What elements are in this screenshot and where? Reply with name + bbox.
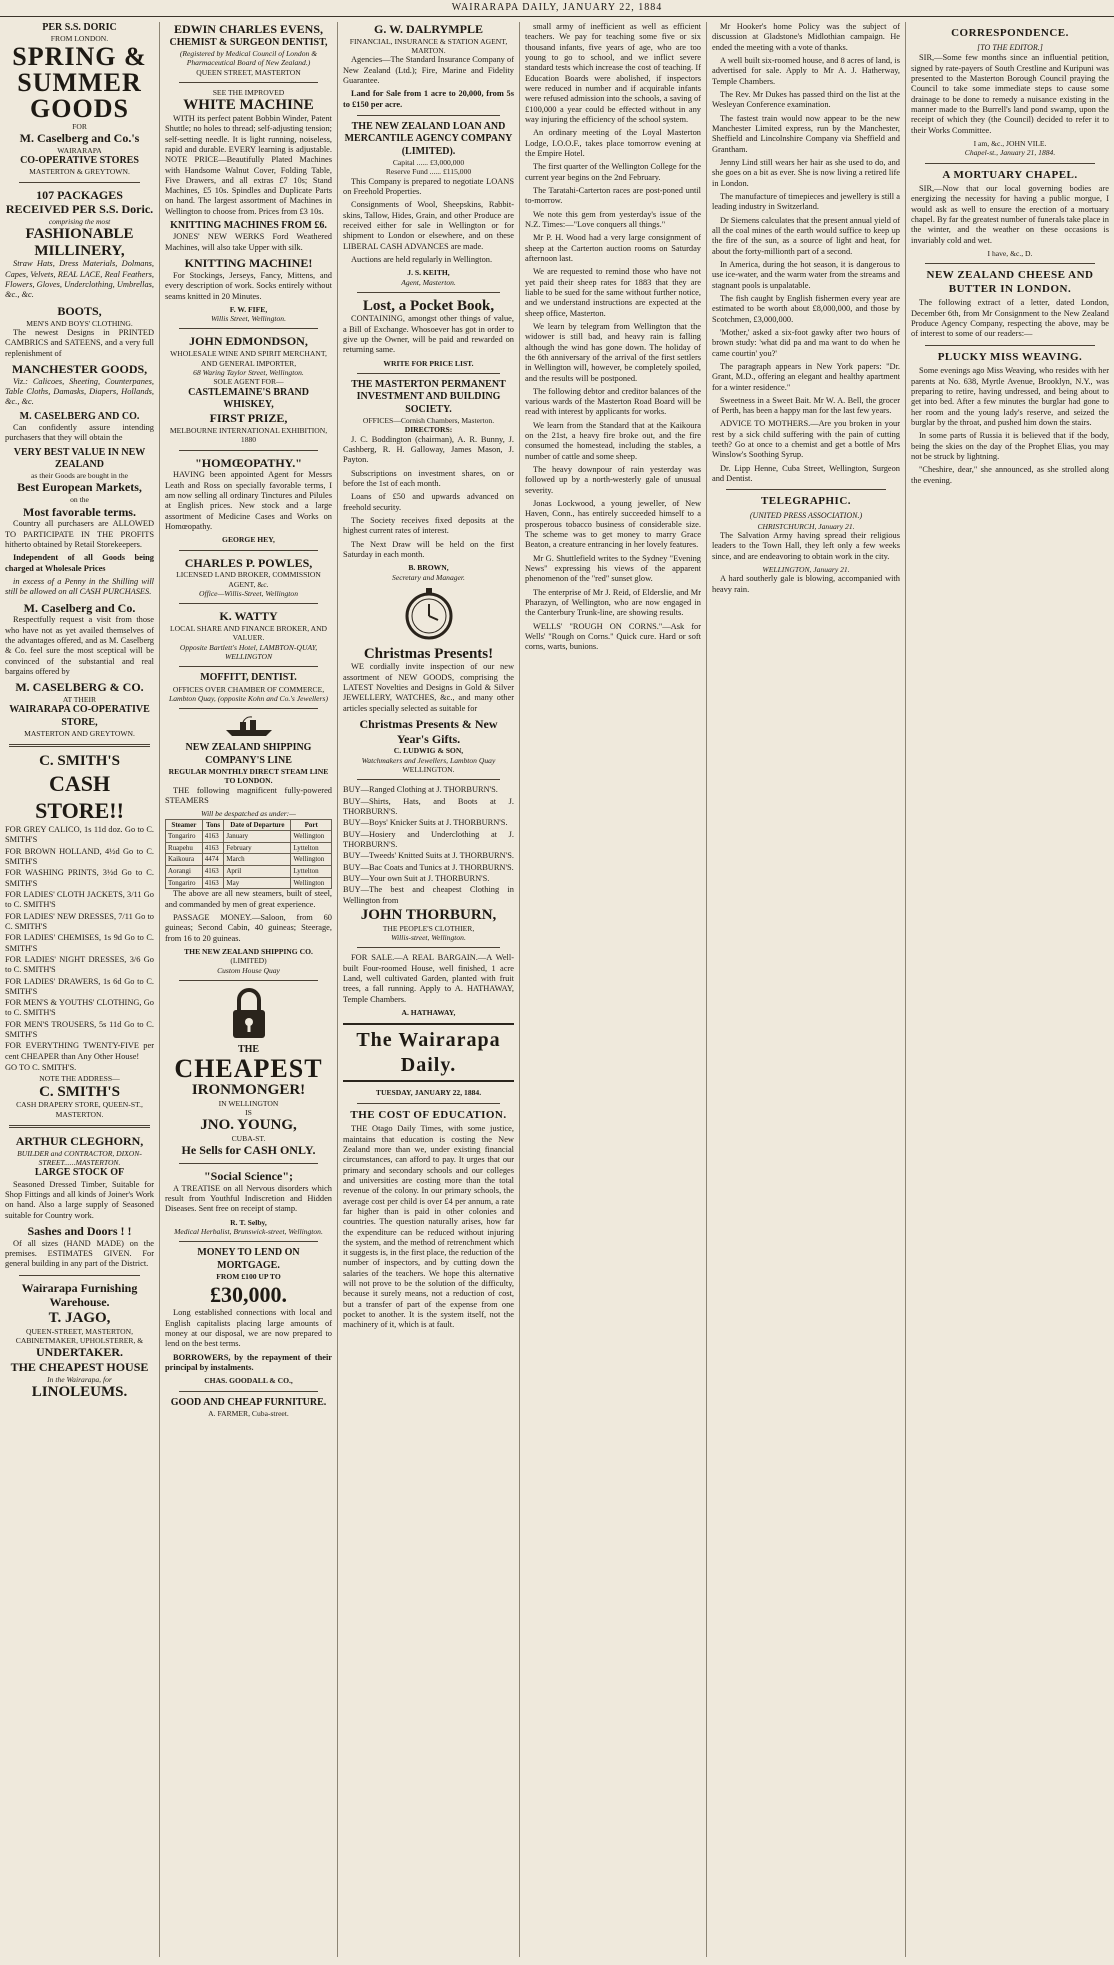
cash-only: He Sells for CASH ONLY. [181,1143,316,1158]
summer-heading: SUMMER [17,67,142,97]
coop-stores: CO-OPERATIVE STORES [20,155,139,167]
fife-name: F. W. FIFE, [229,304,268,314]
news-para-8: In America, during the hot season, it is dangerous to use ice-water, and the warm water from the streams and stagnant pools is unpalatable. [712,259,900,290]
table-cell: May [224,877,291,889]
table-header-cell: Port [291,819,332,831]
news-para-6: Mr P. H. Wood had a very large consignment of sheep at the Carterton auction rooms on Saturday afternoon last. [525,233,701,263]
goods-bought: as their Goods are bought in the [30,471,128,481]
exhibition-line: MELBOURNE INTERNATIONAL EXHIBITION, 1880 [169,425,328,445]
table-cell: January [224,831,291,843]
stores-line-2: MASTERTON AND GREYTOWN. [24,728,135,738]
moffitt-address: Lambton Quay, (opposite Kohn and Co.'s Jewellers) [169,694,328,704]
column-3 [338,22,520,1957]
money-text: Long established connections with local and English capitalists placing large amounts of money at our disposal, we are now prepared to lend on the best terms. [165,1308,332,1349]
news-para-2: An ordinary meeting of the Loyal Masterton Lodge, I.O.O.F., takes place tomorrow evening at the Empire Hotel. [525,128,701,158]
selby-name: R. T. Selby, [230,1217,267,1227]
divider [357,779,500,780]
write-price-list: WRITE FOR PRICE LIST. [383,358,474,368]
wellington-label: WELLINGTON. [402,765,455,775]
confidently-text: Can confidently assure intending purchasers that they will obtain the [5,422,154,443]
news-para-6: The manufacture of timepieces and jewellery is still a leading industry in Switzerland. [712,191,900,212]
divider [925,263,1095,264]
table-cell: Tongariro [166,831,203,843]
news-para-9: The fish caught by English fishermen every year are estimated to be worth about £8,000,000, and those by Scotchmen, £3,000,000. [712,293,900,324]
news-para-5: Jenny Lind still wears her hair as she used to do, and she goes on a bit as ever. She is now living a retired life in London. [712,157,900,188]
boots-heading: BOOTS, [57,303,102,318]
christmas-text: WE cordially invite inspection of our new assortment of NEW GOODS, comprising the LATEST Novelties and Designs in Gold & Silver JEWELLERY, WATCHES, &c., and many other articles specially selected as suitable for [343,662,514,713]
letter-place: Chapel-st., January 21, 1884. [964,148,1056,158]
white-text: WITH its perfect patent Bobbin Winder, Patent Shuttle; no holes to thread; self-adjusting tension; self-setting needle. It is light running, noiseless, rapid and durable. EVERY learning is adjustable. NOTE PRICE—Beautifully Plated Machines with Handsome Walnut Cover, Folding Table, Five Drawers, and all extras £7 10s; Stand Machines, £5 10s. Spindles and Duplicate Parts on hand. The largest assortment of Machines in Wellington to choose from. Prices from £3 10s. [165,113,332,216]
sole-agent: SOLE AGENT FOR— [213,377,284,387]
news-para-3: The Rev. Mr Dukes has passed third on the list at the Wesleyan Conference examination. [712,89,900,110]
first-prize: FIRST PRIZE, [209,411,288,426]
watch-icon [401,586,457,642]
price-list-item: FOR LADIES' CHEMISES, 1s 9d Go to C. SMITH'S [5,933,154,953]
ship-from: FROM LONDON. [50,34,109,44]
wells-ad: WELLS' "ROUGH ON CORNS."—Ask for Wells' "Rough on Corns." Quick cure. Hard or soft corns, warts, bunions. [525,621,701,652]
white-machine: WHITE MACHINE [183,97,314,114]
edmondson-line: WHOLESALE WINE AND SPIRIT MERCHANT, AND GENERAL IMPORTER, [170,349,327,368]
prints-text: The newest Designs in PRINTED CAMBRICS and SATEENS, and a very full replenishment of [5,327,154,358]
ship-heading: PER S.S. DORIC [42,22,117,33]
directors-label: DIRECTORS: [404,425,453,435]
masterton-perm: THE MASTERTON PERMANENT INVESTMENT AND BUILDING SOCIETY. [351,379,506,415]
smith-price-list [5,825,154,1074]
table-cell: Lyttelton [291,866,332,878]
table-cell: 4163 [202,831,224,843]
stockings-text: For Stockings, Jerseys, Fancy, Mittens, and every description of work. Socks entirely without seams knitted in 20 Minutes. [165,270,332,301]
subscriptions-text: Subscriptions on investment shares, on or before the 1st of each month. [343,468,514,488]
powles-address: Office—Willis-Street, Wellington [199,589,298,598]
social-text: A TREATISE on all Nervous disorders which result from Youthful Indiscretion and Hidden Diseases. Sent free on receipt of stamp. [165,1183,332,1214]
price-list-item: FOR MEN'S TROUSERS, 5s 11d Go to C. SMITH'S [5,1019,154,1040]
letter-2: SIR,—Now that our local governing bodies are energizing the necessity for having a public morgue, I would ask as well to ensure the erection of a mortuary chapel. By far the greatest number of funerals take place in the winter, and the weather on these occasions is invariably cold and wet. [911,184,1109,245]
table-cell: Ruapehu [166,842,203,854]
price-list-item: FOR EVERYTHING TWENTY-FIVE per cent CHEAPER than Any Other House! [5,1041,154,1061]
sashes-heading: Sashes and Doors ! ! [27,1223,132,1238]
evens-name: EDWIN CHARLES EVENS, [173,22,324,36]
cash-store-heading: CASH STORE!! [35,770,124,823]
millinery-detail: Straw Hats, Dress Materials, Dolmans, Capes, Velvets, REAL LACE, Real Feathers, Flowers, Gloves, Underclothing, Umbrellas, &c., &c. [5,259,154,300]
advice-mothers: ADVICE TO MOTHERS.—Are you broken in your rest by a sick child suffering with the pain of cutting teeth? Go at once to a chemist and get a bottle of Mrs Winslow's Soothing Syrup. [712,419,900,460]
reserve-line: Reserve Fund ...... £115,000 [385,167,472,177]
customs-address: Custom House Quay [217,965,280,975]
buy-list-item: BUY—Tweeds' Knitted Suits at J. THORBURN'S. [343,851,514,861]
divider [179,450,318,451]
cheese-heading: NEW ZEALAND CHEESE AND BUTTER IN LONDON. [926,269,1094,295]
wairarapa-label: WAIRARAPA [57,145,102,155]
thorburn-name: JOHN THORBURN, [360,907,497,924]
column-6 [906,22,1114,1957]
ludwig-name: C. LUDWIG & SON, [393,746,464,756]
paper-banner [343,1023,514,1082]
price-list-item: FOR LADIES' DRAWERS, 1s 6d Go to C. SMITH'S [5,976,154,996]
news-para-10: 'Mother,' asked a six-foot gawky after two hours of brown study: 'what did pa and ma want to do when he came courtin' you?' [712,327,900,358]
cheese-text: The following extract of a letter, dated London, December 6th, from Mr Consignment to the New Zealand Produce Agency Company, respecting the above, may be of interest to some of our readers:— [911,298,1109,339]
good-cheap: GOOD AND CHEAP FURNITURE. [170,1396,327,1408]
spring-heading: SPRING & [12,41,147,71]
jago-name: T. JAGO, [48,1310,111,1327]
evens-sub: (Registered by Medical Council of London & Pharmaceutical Board of New Zealand.) [179,49,318,68]
dalrymple-name: G. W. DALRYMPLE [374,22,483,36]
millinery-heading: MILLINERY, [34,242,125,259]
ironmonger-heading: IRONMONGER! [191,1082,306,1099]
edmondson-name: JOHN EDMONDSON, [189,334,308,349]
divider [179,980,318,981]
table-row [166,866,332,878]
drapery-line: CASH DRAPERY STORE, QUEEN-ST., MASTERTON. [16,1100,143,1119]
issue-date: TUESDAY, JANUARY 22, 1884. [375,1088,482,1098]
caselberg-4: M. CASELBERG & CO. [15,680,144,695]
paper-title: The Wairarapa Daily. [356,1029,501,1076]
above-text: The above are all new steamers, built of steel, and commanded by men of great experience. [165,889,332,909]
lost-heading: Lost, a Pocket Book, [362,297,495,314]
education-heading: THE COST OF EDUCATION. [350,1108,507,1121]
table-cell: Kaikoura [166,854,203,866]
buy-list-item: BUY—Boys' Knicker Suits at J. THORBURN'S. [343,818,508,828]
divider [357,115,500,116]
table-cell: Wellington [291,854,332,866]
to-editor: [TO THE EDITOR.] [977,42,1043,52]
divider [179,708,318,709]
table-row [166,842,332,854]
letter-signature: I am, &c., JOHN VILE. [973,138,1047,148]
divider [179,1391,318,1392]
evens-address: QUEEN STREET, MASTERTON [196,67,301,77]
united-press: (UNITED PRESS ASSOCIATION.) [749,510,863,520]
lost-text: CONTAINING, amongst other things of value, a Bill of Exchange. Whosoever has got in order to give up the Owner, will be paid and rewarded on returning same. [343,314,514,355]
consignments-text: Consignments of Wool, Sheepskins, Rabbit-skins, Tallow, Hides, Grain, and other Produce are received either for sale in Wellington or for shipment to London or elsewhere, and on these LIBERAL CASH ADVANCES are made. [343,200,514,251]
timber-text: Seasoned Dressed Timber, Suitable for Shop Fittings and all kinds of Joiner's Work on hand. Also a large supply of Seasoned suitable for Country work. [5,1179,154,1220]
fife-address: Willis Street, Wellington. [211,314,286,324]
column-2 [160,22,338,1957]
news-para-9: The following debtor and creditor balances of the various wards of the Masterton Road Board will be read with interest by applicants for works. [525,386,701,417]
sashes-detail: Of all sizes (HAND MADE) on the premises. ESTIMATES GIVEN. For general building in any part of the District. [5,1238,154,1269]
castle-whiskey: CASTLEMAINE'S BRAND WHISKEY, [188,386,309,410]
table-cell: April [224,866,291,878]
smith-title: C. SMITH'S [39,753,120,770]
table-cell: 4163 [202,877,224,889]
news-para-3: The first quarter of the Wellington College for the current year begins on the 2nd February. [525,162,701,182]
auctions-text: Auctions are held regularly in Wellington. [351,254,493,264]
in-wairarapa: In the Wairarapa, for [47,1374,112,1384]
news-para-12: Jonas Lockwood, a young jeweller, of New Haven, Conn., has entirely succeeded himself to a prosperous tobacco business of considerable size. The scheme was to get money to marry Grace Beaton, a creature entrancing in her lovely features. [525,499,701,550]
column-4 [520,22,707,1957]
thirty-thousand: £30,000. [210,1282,287,1308]
divider [9,1125,150,1128]
the-label: THE [237,1043,260,1055]
large-stock: LARGE STOCK OF [34,1167,125,1179]
news-para-8: We learn by telegram from Wellington that the widower is still bad, and heavy rain is falling although the wind has gone down. The holiday of the 6th anniversary of the arrival of the first settlers in Wellington will, however, be completely spoiled, and the results will be postponed. [525,321,701,383]
table-row [166,854,332,866]
table-cell: 4163 [202,866,224,878]
news-para-1: Mr Hooker's home Policy was the subject of discussion at Gladstone's Midlothian campaign. He ended the meeting with a vote of thanks. [712,22,900,52]
news-para-4: The Taratahi-Carterton races are post-poned until to-morrow. [525,185,701,206]
manchester-detail: Viz.: Calicoes, Sheeting, Counterpanes, Table Cloths, Damasks, Diapers, Hollands, &c., &c. [5,376,154,407]
dalrymple-line: FINANCIAL, INSURANCE & STATION AGENT, MARTON. [349,36,508,56]
nz-shipping-heading: NEW ZEALAND SHIPPING COMPANY'S LINE [185,742,312,766]
divider [726,489,886,490]
table-cell: Lyttelton [291,842,332,854]
directors-text: J. C. Boddington (chairman), A. R. Bunny, J. Cashberg, R. H. Galloway, James Mason, J. Payton. [343,434,514,465]
buy-list-item: BUY—Shirts, Hats, and Boots at J. THORBURN'S. [343,796,514,817]
knitting-from: KNITTING MACHINES FROM £6. [170,220,327,232]
price-list-item: FOR LADIES' CLOTH JACKETS, 3/11 Go to C. SMITH'S [5,889,154,910]
caselberg-2: M. CASELBERG AND CO. [19,410,140,422]
very-best-value: VERY BEST VALUE IN NEW ZEALAND [13,446,146,470]
stores-line: WAIRARAPA CO-OPERATIVE STORE, [9,704,150,728]
moffitt-name: MOFFITT, DENTIST. [200,672,297,684]
from-100: FROM £100 UP TO [216,1271,281,1281]
goods-heading: GOODS [30,93,129,123]
cleghorn-line: BUILDER and CONTRACTOR, DIXON-STREET......MASTERTON. [17,1148,142,1168]
most-favorable: Most favorable terms. [23,504,136,519]
sailing-table [165,819,332,890]
next-draw-text: The Next Draw will be held on the first Saturday in each month. [343,539,514,559]
packages-heading: 107 PACKAGES RECEIVED PER S.S. Doric. [5,187,154,217]
weaving-heading: PLUCKY MISS WEAVING. [937,350,1083,363]
young-name: JNO. YOUNG, [200,1117,297,1134]
news-para-7: Dr Siemens calculates that the present annual yield of all the coal mines of the earth would suffice to keep up the fire of the sun, as a source of light and heat, for about the forty-millionth part of a second. [712,215,901,256]
divider [357,292,500,293]
edmondson-address: 68 Waring Taylor Street, Wellington. [193,367,304,377]
comprising-text: comprising the most [48,217,111,227]
social-science: "Social Science"; [204,1168,293,1183]
masthead: WAIRARAPA DAILY, JANUARY 22, 1884 [0,0,1114,17]
watty-line: LOCAL SHARE AND FINANCE BROKER, AND VALUER. [169,624,328,643]
cheshire-text: "Cheshire, dear," she announced, as she strolled along the evening. [911,465,1109,485]
cleghorn-name: ARTHUR CLEGHORN, [15,1133,144,1148]
jago-address: QUEEN-STREET, MASTERTON, [25,1326,134,1336]
brown-name: B. BROWN, [408,563,449,573]
on-the: on the [70,495,89,505]
company-text: This Company is prepared to negotiate LOANS on Freehold Properties. [343,176,514,196]
loans-text: Loans of £50 and upwards advanced on freehold security. [343,492,514,512]
purchases-text: Country all purchasers are ALLOWED TO PARTICIPATE IN THE PROFITS hitherto obtained by Retail Storekeepers. [5,519,154,549]
capital-line: Capital ...... £3,000,000 [392,157,465,167]
news-para-10: We learn from the Standard that at the Kaikoura on the 21st, a heavy fire broke out, and the fire consumed the homestead, including the stables, a number of cattle and some sheep. [525,420,701,461]
education-article: THE Otago Daily Times, with some justice, maintains that education is costing the New Zealand more than we, under existing financial circumstances, can afford to pay. It urges that our primary and secondary schools and our colleges and universities are costing more than the total revenue of the colony. In our primary schools, the average cost per child is over £4 per annum, a rate far higher than is paid in other colonies and countries. The question naturally arises, how far the expenditure can be reduced without injuring the system, and the method of retrenchment which it suggests is, in the first place, the reduction of the number of inspectors, and by cutting down the salaries of the teachers. We hope this alternative will not prove to be the solution of the difficulty, because it surely means, not a reduction of cost, but a transfer of part of the expense from one pocket to another. It is the system itself, not the machinery of it, which is at fault. [343,1124,514,1330]
news-para-5: We note this gem from yesterday's issue of the N.Z. Times:—"Love conquers all things." [525,209,701,229]
mens-clothing: MEN'S AND BOYS' CLOTHING. [26,318,133,328]
buy-list-item: BUY—Ranged Clothing at J. THORBURN'S. [343,785,498,795]
in-wellington: IN WELLINGTON [218,1098,279,1108]
watty-address: Opposite Bartlett's Hotel, LAMBTON-QUAY, WELLINGTON [179,642,318,662]
table-cell: 4163 [202,842,224,854]
mortuary-heading: A MORTUARY CHAPEL. [942,168,1078,181]
table-header-cell: Tons [202,819,224,831]
letter-2-signature: I have, &c., D. [987,249,1033,259]
price-list-item: FOR MEN'S & YOUTHS' CLOTHING, Go to C. SMITH'S [5,998,154,1018]
goodall-name: CHAS. GOODALL & CO., [204,1376,293,1386]
no-charge-text: Independent of all Goods being charged at Wholesale Prices [5,553,154,573]
table-cell: Wellington [291,877,332,889]
padlock-icon [229,986,269,1040]
news-para-12: Sweetness in a Sweet Bait. Mr W. A. Bell, the grocer of Perth, has been a happy man for the last few years. [712,395,900,416]
divider [925,163,1095,164]
caselberg-3: M. Caselberg and Co. [23,600,136,615]
nzsc-name: THE NEW ZEALAND SHIPPING CO. [184,946,313,956]
improved-label: SEE THE IMPROVED [212,88,285,98]
borrowers-text: BORROWERS, by the repayment of their principal by instalments. [165,1352,332,1372]
christmas-heading: Christmas Presents! [363,645,494,662]
watty-name: K. WATTY [219,609,278,624]
news-para-11: The paragraph appears in New York papers: "Dr. Grant, M.D., offering an elegant and healthy apartment for a winter residence." [712,361,900,392]
dr-notice: Dr. Lipp Henne, Cuba Street, Wellington, Surgeon and Dentist. [712,463,900,484]
passage-text: PASSAGE MONEY.—Saloon, from 60 guineas; Second Cabin, 40 guineas; Steerage, from 16 to 20 guineas. [165,912,332,943]
linoleums: LINOLEUMS. [31,1384,128,1401]
knitting-machine: KNITTING MACHINE! [184,256,313,271]
agencies-text: Agencies—The Standard Insurance Company of New Zealand (Ltd.); Fire, Marine and Fidelity Guarantee. [343,55,514,86]
moffitt-line: OFFICES OVER CHAMBER OF COMMERCE, [172,684,325,694]
divider [179,550,318,551]
money-heading: MONEY TO LEND ON MORTGAGE. [197,1247,300,1271]
telegram-2: A hard southerly gale is blowing, accompanied with heavy rain. [712,574,900,594]
table-header-cell: Date of Departure [224,819,291,831]
xmas-gifts: Christmas Presents & New Year's Gifts. [359,716,498,746]
column-1 [0,22,160,1957]
buy-list-item: BUY—The best and cheapest Clothing in Wellington from [343,885,514,905]
thorburn-buy-list [343,785,514,906]
brown-sub: Secretary and Manager. [392,572,465,582]
table-row [166,831,332,843]
weaving-text: Some evenings ago Miss Weaving, who resides with her parents at No. 638, Myrtle Avenue, Brooklyn, N.Y., was preparing to retire, having undressed, and being about to get into bed. After a few minutes the burglar had gone to her room and the young lady's reserve, and seized the burglar by the throat, and pushed him down the stairs. [911,366,1109,427]
cheapest-house: THE CHEAPEST HOUSE [10,1360,149,1375]
powles-line: LICENSED LAND BROKER, COMMISSION AGENT, &c. [176,570,321,589]
homeopathy-text: HAVING been appointed Agent for Messrs Leath and Ross on specially favorable terms, I am now selling all ordinary Tinctures and Pilules at English prices. New stock and a large assortment of Medicine Cases and Works on Homœopathy. [165,470,332,531]
news-para-14: The enterprise of Mr J. Reid, of Elderslie, and Mr Pharazyn, of Wellington, who are now engaged in the Canterbury Trunk-line, are showing results. [525,587,701,618]
sale-text: FOR SALE.—A REAL BARGAIN.—A Well-built Four-roomed House, well finished, 1 acre Land, well cultivated Garden, planted with fruit trees, a fall running. Apply to A. HATHAWAY, Temple Chambers. [343,953,514,1004]
places-label: MASTERTON & GREYTOWN. [29,167,130,177]
note-address: NOTE THE ADDRESS— [39,1074,120,1084]
news-para-2: A well built six-roomed house, and 8 acres of land, is advertised for sale. Apply to Mr A. J. Hatherway, Temple Chambers. [712,55,900,86]
table-row [166,877,332,889]
wellington-dateline: WELLINGTON, January 21. [762,565,850,575]
land-text: Land for Sale from 1 acre to 20,000, from 5s to £150 per acre. [343,89,514,109]
peoples-clothier: THE PEOPLE'S CLOTHIER, [382,923,475,933]
manchester-heading: MANCHESTER GOODS, [11,361,148,376]
keith-agent: Agent, Masterton. [401,277,456,287]
divider [179,666,318,667]
furnishing-heading: Wairarapa Furnishing Warehouse. [21,1280,138,1310]
telegraphic-heading: TELEGRAPHIC. [760,495,852,508]
table-cell: Tongariro [166,877,203,889]
keith-name: J. S. KEITH, [407,268,450,278]
table-cell: Wellington [291,831,332,843]
selby-address: Medical Herbalist, Brunswick-street, Wellington. [174,1226,323,1236]
cabinet-line: CABINETMAKER, UPHOLSTERER, & [15,1336,144,1346]
divider [19,1275,140,1276]
evens-trade: CHEMIST & SURGEON DENTIST, [169,36,328,48]
best-euro-markets: Best European Markets, [17,480,142,495]
jones-text: JONES' NEW WERKS Ford Weathered Machines, will also take Upper with silk. [165,232,332,252]
price-list-item: FOR LADIES' NEW DRESSES, 7/11 Go to C. SMITH'S [5,911,154,931]
divider [925,345,1095,346]
telegram-1: The Salvation Army having spread their religious leaders to the Town Hall, they left only a few weeks since, and are endeavoring to obtain work in the city. [712,531,900,561]
carlyle-text: In some parts of Russia it is believed that if the body, being the skies on the day of the Prophet Elias, you may not be struck by lightning. [911,431,1109,461]
news-para-7: We are requested to remind those who have not yet paid their sheep rates for 1883 that they are liable to be sued for the same without further notice, and we understand instructions are expected at the sheep office, Masterton. [525,267,701,318]
collection-text: The Society receives fixed deposits at the highest current rates of interest. [343,515,514,536]
powles-name: CHARLES P. POWLES, [184,555,313,570]
caselberg-name: M. Caselberg and Co.'s [19,130,140,145]
price-list-item: GO TO C. SMITH'S. [5,1063,77,1073]
steamship-icon [224,714,274,738]
christchurch-dateline: CHRISTCHURCH, January 21. [757,521,855,531]
buy-list-item: BUY—Bac Coats and Tunics at J. THORBURN'S. [343,862,514,872]
smith-drapery: C. SMITH'S [39,1083,120,1100]
divider [179,1241,318,1242]
office-line: OFFICES—Cornish Chambers, Masterton. [362,415,495,425]
table-header-cell: Steamer [166,819,203,831]
table-cell: February [224,842,291,854]
table-cell: 4474 [202,854,224,866]
correspondence-heading: CORRESPONDENCE. [951,27,1069,39]
at-their: AT THEIR [62,695,97,705]
divider [357,1103,500,1104]
buy-list-item: BUY—Your own Suit at J. THORBURN'S. [343,874,490,884]
farmer-line: A. FARMER, Cuba-street. [208,1408,289,1418]
price-list-item: FOR LADIES' NIGHT DRESSES, 3/6 Go to C. SMITH'S [5,954,154,975]
respectfully-text: Respectfully request a visit from those who have not as yet availed themselves of the advantages offered, and as M. Caselberg & Co. feel sure the most sceptical will be convinced of the substantial and real bargains offered by [5,615,154,676]
news-para-4: The fastest train would now appear to be the new Manchester Limited express, run by the Manchester, Sheffield and Lincolnshire Company via Sheffield and Grantham. [712,113,900,154]
hathaway-name: A. HATHAWAY, [401,1007,456,1017]
undertaker-heading: UNDERTAKER. [35,1345,124,1360]
divider [179,328,318,329]
dispatched-text: Will be despatched as under:— [201,809,296,819]
divider [179,82,318,83]
fashionable-heading: FASHIONABLE [25,226,134,243]
nz-loan-heading: THE NEW ZEALAND LOAN AND MERCANTILE AGENCY COMPANY (LIMITED). [344,121,513,157]
for-label: FOR [72,121,87,131]
news-para-13: Mr G. Shuttlefield writes to the Sydney "Evening News" expressing his views of the apparent phenomenon of the "red" sunset glow. [525,553,701,584]
letter-1: SIR,—Some few months since an influential petition, signed by rate-payers of South Crestline and Kuripuni was presented to the Masterton Borough Council praying the Council to take some immediate steps to cause some drainage to be done to remedy a nuisance existing in the manner made to the Burrell's land pond swamp, upon the receipt of which they (the Council) decided to refer it to their Works Committee. [911,53,1109,135]
price-list-item: FOR BROWN HOLLAND, 4½d Go to C. SMITH'S [5,846,154,866]
regular-line: REGULAR MONTHLY DIRECT STEAM LINE TO LONDON. [168,766,329,786]
table-cell: March [224,854,291,866]
table-cell: Aorangi [166,866,203,878]
divider [179,603,318,604]
willis-street: Willis-street, Wellington. [391,932,466,942]
cheapest-heading: CHEAPEST [174,1054,323,1084]
divider [19,182,140,183]
cuba-st: CUBA-ST. [231,1133,266,1143]
buy-list-item: BUY—Hosiery and Underclothing at J. THORBURN'S. [343,829,514,850]
discount-text: in excess of a Penny in the Shilling will still be allowed on all CASH PURCHASES. [5,576,154,597]
ludwig-sub: Watchmakers and Jewellers, Lambton Quay [361,755,496,765]
article-continued: small army of inefficient as well as efficient teachers. We pay for teaching some five or six thousand infants, five years of age, who are too young to go to school, and we inflict severe standard tests which increase the cost of teaching. If Education Boards were abolished, if inspectors were reduced in number and if acquirable infants were refused admission into the schools, a saving of £100,000 a year could be effected without in any way injuring the efficiency of the school system. [525,22,701,124]
divider [357,947,500,948]
price-list-item: FOR WASHING PRINTS, 3½d Go to C. SMITH'S [5,868,154,888]
george-hey: GEORGE HEY, [222,535,275,545]
nzsc-sub: (LIMITED) [230,956,267,966]
divider [9,744,150,747]
news-para-11: The heavy downpour of rain yesterday was followed up by a north-westerly gale of unusual severity. [525,465,701,495]
following-text: THE following magnificent fully-powered STEAMERS [165,785,332,805]
is-label: IS [245,1107,252,1117]
divider [357,373,500,374]
divider [179,1163,318,1164]
column-5 [707,22,906,1957]
price-list-item: FOR GREY CALICO, 1s 11d doz. Go to C. SMITH'S [5,824,154,845]
homeopathy-heading: "HOMŒOPATHY." [195,455,302,470]
